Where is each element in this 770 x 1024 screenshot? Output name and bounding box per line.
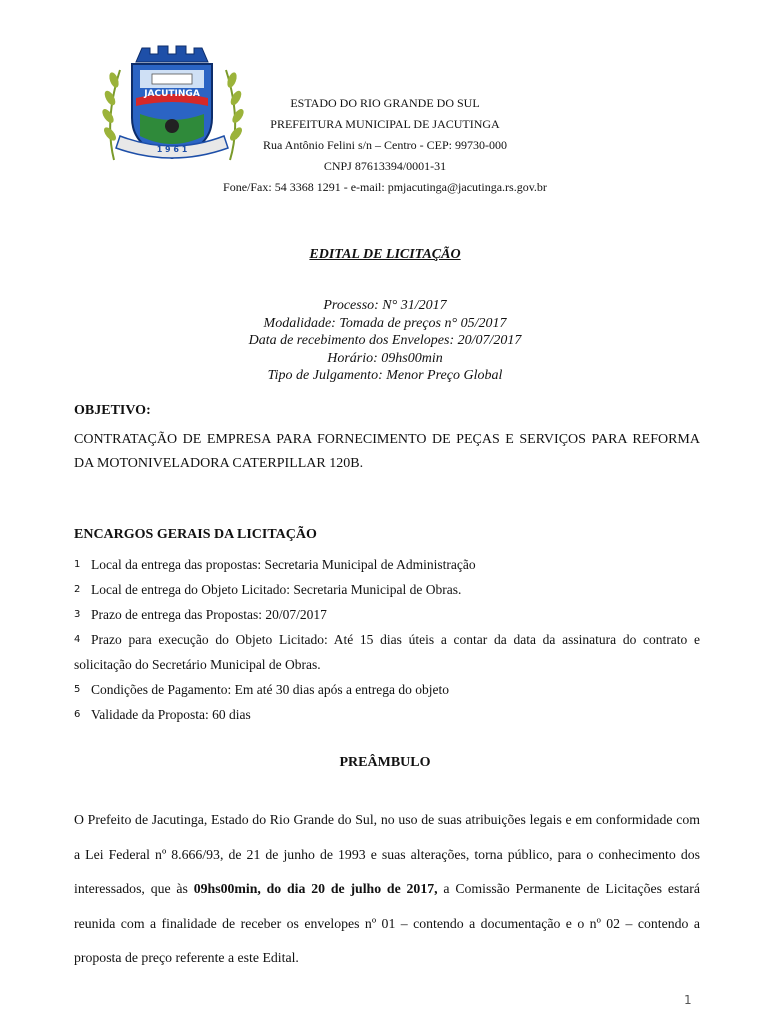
process-modality: Modalidade: Tomada de preços n° 05/2017 — [263, 315, 507, 331]
preambulo-heading: PREÂMBULO — [339, 755, 431, 770]
preambulo-text-part: a Comissão Permanente de Licitações estará reunida com a finalidade de receber os envelopes nº 01 – contendo a documentação e o nº 02 – contendo a proposta de preço referente a este Edital. — [74, 881, 700, 965]
list-item-text: Local da entrega das propostas: Secretaria Municipal de Administração — [91, 557, 476, 572]
preambulo-date-highlight: 09hs00min, do dia 20 de julho de 2017, — [193, 881, 438, 896]
list-item-text: Validade da Proposta: 60 dias — [91, 707, 251, 722]
header-contact: Fone/Fax: 54 3368 1291 - e-mail: pmjacutinga@jacutinga.rs.gov.br — [223, 180, 547, 194]
preambulo-text-part: O Prefeito de Jacutinga, Estado do Rio Grande do Sul, no uso de suas atribuições legais e em conformidade com a Lei Federal nº 8.666/93, de 21 de junho de 1993 e suas alterações, torna público, para o conhecimento dos interessados, que às — [74, 812, 700, 896]
header-state: ESTADO DO RIO GRANDE DO SUL — [290, 96, 480, 110]
objective-heading: OBJETIVO: — [74, 403, 151, 418]
process-receipt-date: Data de recebimento dos Envelopes: 20/07/2017 — [248, 333, 522, 348]
header-cnpj: CNPJ 87613394/0001-31 — [323, 159, 447, 173]
objective-text: CONTRATAÇÃO DE EMPRESA PARA FORNECIMENTO DE PEÇAS E SERVIÇOS PARA REFORMA DA MOTONIVELADORA CATERPILLAR 120B. — [74, 432, 700, 471]
seal-year-text: 1 9 6 1 — [156, 145, 188, 154]
list-item-number: 3 — [74, 609, 81, 620]
list-item-number: 4 — [74, 634, 81, 645]
list-item-number: 6 — [74, 709, 81, 720]
letterhead — [150, 93, 620, 198]
list-item-text: Prazo de entrega das Propostas: 20/07/2017 — [91, 607, 327, 622]
list-item — [74, 677, 700, 702]
preambulo-text — [74, 803, 700, 976]
list-item — [74, 702, 700, 727]
list-item-number: 2 — [74, 584, 81, 595]
process-number: Processo: N° 31/2017 — [323, 298, 447, 313]
list-item — [74, 627, 700, 677]
list-item — [74, 552, 700, 577]
list-item — [74, 602, 700, 627]
list-item-text: Prazo para execução do Objeto Licitado: Até 15 dias úteis a contar da data da assinatura do contrato e solicitação do Secretário Municipal de Obras. — [74, 632, 700, 672]
process-time: Horário: 09hs00min — [327, 350, 443, 366]
header-address: Rua Antônio Felini s/n – Centro - CEP: 99730-000 — [262, 138, 507, 152]
list-item — [74, 577, 700, 602]
document-title: EDITAL DE LICITAÇÃO — [309, 247, 461, 262]
encargos-heading: ENCARGOS GERAIS DA LICITAÇÃO — [74, 527, 317, 542]
list-item-text: Condições de Pagamento: Em até 30 dias após a entrega do objeto — [91, 682, 450, 697]
header-prefecture: PREFEITURA MUNICIPAL DE JACUTINGA — [270, 117, 500, 131]
list-item-text: Local de entrega do Objeto Licitado: Secretaria Municipal de Obras. — [91, 582, 462, 597]
seal-name-text: JACUTINGA — [144, 89, 200, 99]
encargos-list — [74, 552, 700, 727]
list-item-number: 1 — [74, 559, 81, 570]
list-item-number: 5 — [74, 684, 81, 695]
process-details — [0, 297, 770, 385]
process-judgment-type: Tipo de Julgamento: Menor Preço Global — [267, 368, 503, 383]
page-number: 1 — [684, 993, 692, 1007]
